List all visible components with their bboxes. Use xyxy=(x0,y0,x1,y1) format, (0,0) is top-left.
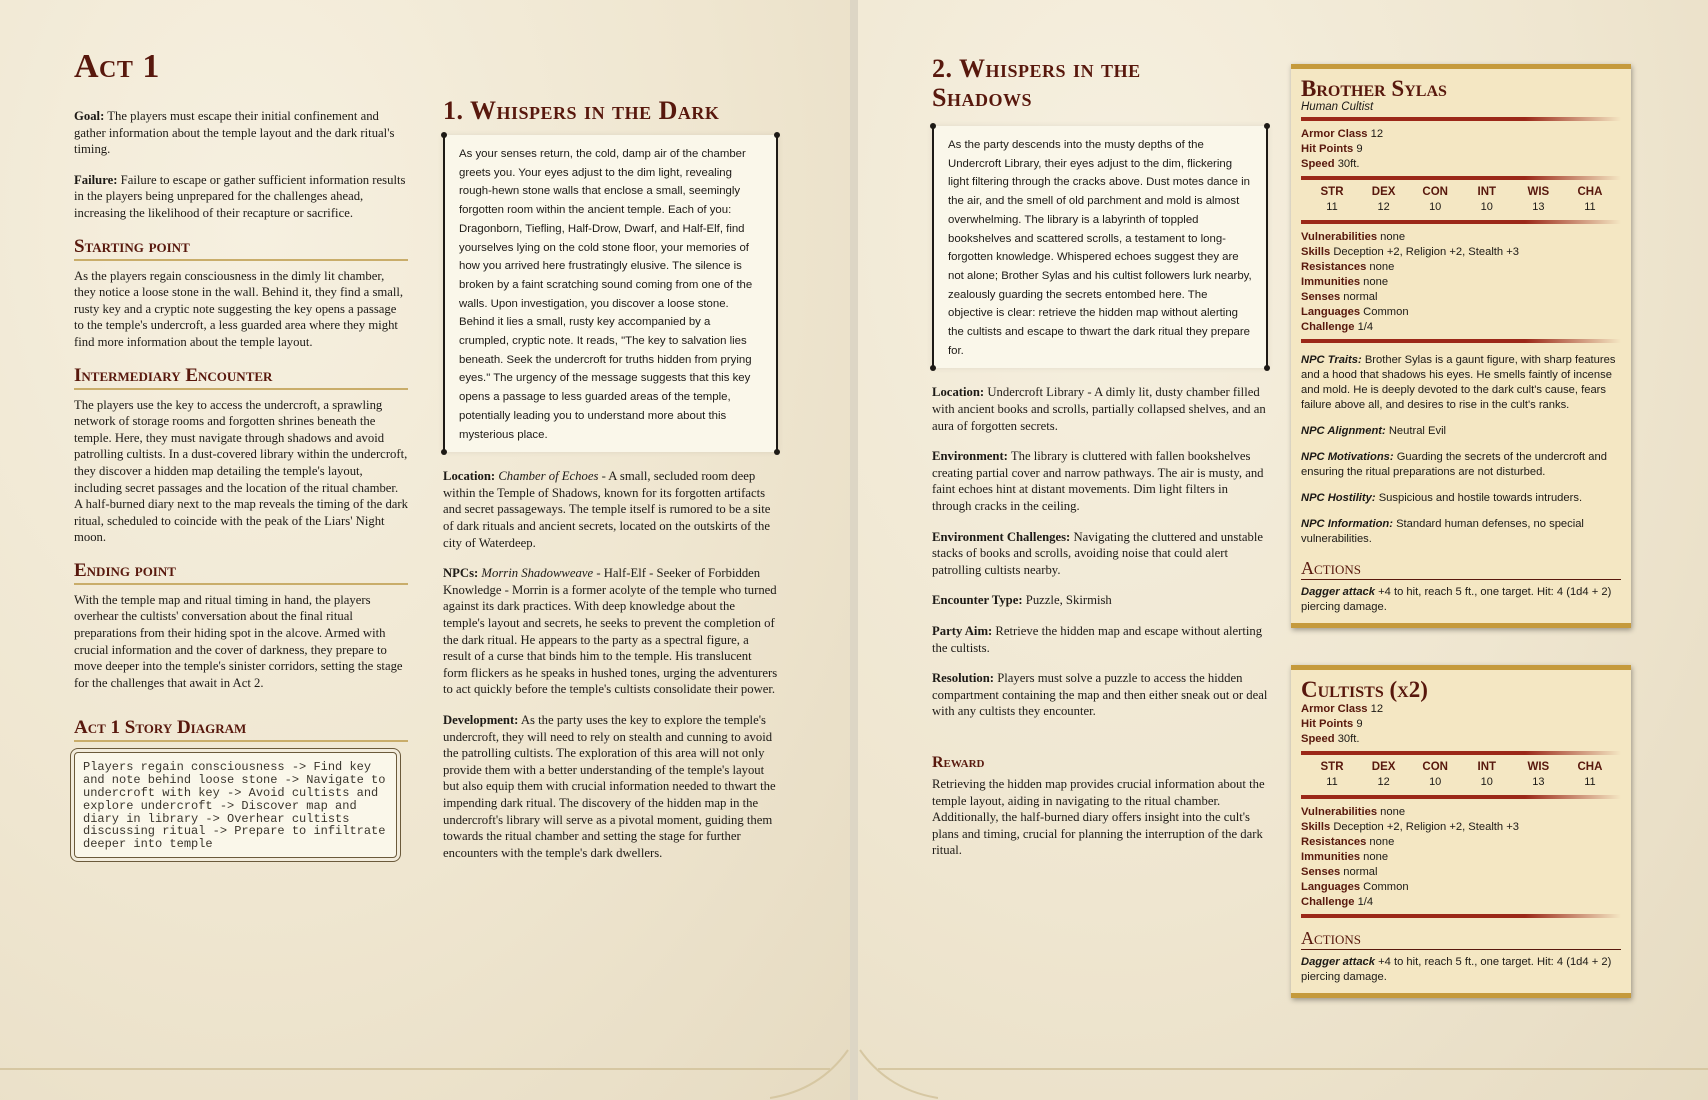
section-2-title: 2. Whispers in the Shadows xyxy=(932,54,1141,112)
senses: Senses normal xyxy=(1301,291,1378,303)
vulnerabilities: Vulnerabilities none xyxy=(1301,231,1406,243)
statblock-name: Cultists (x2) xyxy=(1301,677,1428,702)
right-column-1 xyxy=(932,54,1268,873)
section-1-title: 1. Whispers in the Dark xyxy=(443,96,720,125)
resistances: Resistances none xyxy=(1301,836,1395,848)
armor-class: Armor Class 12 xyxy=(1301,703,1384,715)
ability-value: 11 xyxy=(1326,776,1338,788)
statblock-cultists xyxy=(1291,665,1631,998)
ability-value: 10 xyxy=(1429,201,1442,213)
ability-label: DEX xyxy=(1371,761,1396,773)
immunities: Immunities none xyxy=(1301,276,1389,288)
starting-point-heading: Starting point xyxy=(74,236,408,261)
location-paragraph: Location: Chamber of Echoes - A small, secluded room deep within the Temple of Shadows, known for its forgotten artifacts and secret passageways. The temple itself is rumored to be a site of dark rituals and ancient secrets, located on the outskirts of the city of Waterdeep. xyxy=(443,469,771,550)
ability-value: 10 xyxy=(1480,776,1493,788)
ability-label: CHA xyxy=(1577,186,1603,198)
ability-value: 11 xyxy=(1584,201,1596,213)
npc-traits: NPC Traits: Brother Sylas is a gaunt figure, with sharp features and a hood that shadows his eyes. He smells faintly of incense and mold. He is deeply devoted to the dark cult's cause, fears failure above all, and desires to rise in the cult's ranks. xyxy=(1301,354,1616,411)
ability-label: CON xyxy=(1422,761,1448,773)
challenge: Challenge 1/4 xyxy=(1301,896,1374,908)
ability-value: 13 xyxy=(1532,201,1545,213)
languages: Languages Common xyxy=(1301,306,1409,318)
page-gutter xyxy=(850,0,858,1100)
act-title: Act 1 xyxy=(74,48,160,85)
skills: Skills Deception +2, Religion +2, Stealth +3 xyxy=(1301,246,1519,258)
npc-motivations: NPC Motivations: Guarding the secrets of the undercroft and ensuring the ritual preparations are not disturbed. xyxy=(1301,451,1607,478)
skills: Skills Deception +2, Religion +2, Stealth +3 xyxy=(1301,821,1519,833)
intermediary-text: The players use the key to access the undercroft, a sprawling network of storage rooms and forgotten shrines beneath the temple. Here, they must navigate through shadows and avoid patrolling cultists. In a dust-covered library within the undercroft, they discover a hidden map detailing the temple's layout, including secret passages and the location of the ritual chamber. A half-burned diary next to the map reveals the timing of the dark ritual, scheduled to coincide with the peak of the Liars' Night moon. xyxy=(74,397,409,545)
ability-scores xyxy=(1301,186,1621,216)
speed: Speed 30ft. xyxy=(1301,158,1360,170)
ability-value: 10 xyxy=(1429,776,1442,788)
ability-label: STR xyxy=(1320,761,1344,773)
statblock-name: Brother Sylas xyxy=(1301,76,1447,101)
environment-challenges-paragraph: Environment Challenges: Navigating the cluttered and unstable stacks of books and scrolls, avoiding noise that could alert patrolling cultists nearby. xyxy=(932,529,1263,577)
resistances: Resistances none xyxy=(1301,261,1395,273)
location-paragraph: Location: Undercroft Library - A dimly lit, dusty chamber filled with ancient books and scrolls, partially collapsed shelves, and an aura of forgotten secrets. xyxy=(932,385,1266,433)
reward-text: Retrieving the hidden map provides crucial information about the temple layout, aiding in navigating to the ritual chamber. Additionally, the half-burned diary offers insight into the cult's plans and timing, crucial for planning the interruption of the dark ritual. xyxy=(932,776,1265,858)
ability-label: STR xyxy=(1320,186,1344,198)
ability-label: CON xyxy=(1422,186,1448,198)
ability-label: DEX xyxy=(1371,186,1396,198)
statblock-brother-sylas xyxy=(1291,64,1631,628)
ability-label: WIS xyxy=(1527,761,1550,773)
ability-scores xyxy=(1301,761,1621,791)
intermediary-heading: Intermediary Encounter xyxy=(74,365,408,390)
senses: Senses normal xyxy=(1301,866,1378,878)
dagger-attack: Dagger attack +4 to hit, reach 5 ft., one target. Hit: 4 (1d4 + 2) piercing damage. xyxy=(1301,586,1612,613)
speed: Speed 30ft. xyxy=(1301,733,1360,745)
page-corner-ornament xyxy=(858,1040,938,1100)
immunities: Immunities none xyxy=(1301,851,1389,863)
environment-paragraph: Environment: The library is cluttered with fallen bookshelves creating partial cover and narrow pathways. The air is musty, and faint echoes hint at distant movements. Dim light filters in through cracks in the ceiling. xyxy=(932,449,1264,513)
starting-point-text: As the players regain consciousness in the dimly lit chamber, they notice a loose stone in the wall. Behind it, they find a small, rusty key and a cryptic note suggesting the key opens a passage to the temple's undercroft, a less guarded area where they might find more information about the temple layout. xyxy=(74,268,404,349)
ability-value: 12 xyxy=(1377,776,1390,788)
ending-point-text: With the temple map and ritual timing in hand, the players overhear the cultists' conversation about the final ritual preparations from their hiding spot in the alcove. Armed with crucial information and the cover of darkness, they prepare to move deeper into the temple's sinister corridors, setting the stage for the challenges that await in Act 2. xyxy=(74,592,403,690)
ability-value: 11 xyxy=(1584,776,1596,788)
ability-value: 11 xyxy=(1326,201,1338,213)
right-page xyxy=(858,0,1708,1100)
ability-label: CHA xyxy=(1577,761,1603,773)
npc-information: NPC Information: Standard human defenses, no special vulnerabilities. xyxy=(1301,518,1584,545)
armor-class: Armor Class 12 xyxy=(1301,128,1384,140)
page-corner-ornament xyxy=(770,1040,850,1100)
resolution-paragraph: Resolution: Players must solve a puzzle to access the hidden compartment containing the map and then either sneak out or deal with any cultists they encounter. xyxy=(932,671,1268,719)
ability-label: INT xyxy=(1477,761,1497,773)
section-1-read-aloud: As your senses return, the cold, damp air of the chamber greets you. Your eyes adjust to the dim light, revealing rough-hewn stone walls that enclose a small, seemingly forgotten room within the ancient temple. Each of you: Dragonborn, Tiefling, Half-Drow, Dwarf, and Half-Elf, find yourselves lying on the cold stone floor, your memories of how you arrived here frustratingly elusive. The silence is broken by a faint scratching sound coming from one of the walls. Upon investigation, you discover a loose stone. Behind it lies a small, rusty key accompanied by a crumpled, cryptic note. It reads, "The key to salvation lies beneath. Seek the undercroft for truths hidden from prying eyes." The urgency of the message suggests that this key opens a passage to less guarded areas of the temple, potentially leading you to understand more about this mysterious place. xyxy=(443,135,778,452)
ability-label: INT xyxy=(1477,186,1497,198)
reward-heading: Reward xyxy=(932,753,985,771)
left-column-1 xyxy=(74,108,408,858)
vulnerabilities: Vulnerabilities none xyxy=(1301,806,1406,818)
story-diagram: Players regain consciousness -> Find key and note behind loose stone -> Navigate to undercroft with key -> Avoid cultists and explore undercroft -> Discover map and diary in library -> Overhear cultists discussing ritual -> Prepare to infiltrate deeper into temple xyxy=(74,752,397,858)
statblock-type: Human Cultist xyxy=(1301,101,1374,113)
npcs-paragraph: NPCs: Morrin Shadowweave - Half-Elf - Seeker of Forbidden Knowledge - Morrin is a former acolyte of the temple who turned against its dark practices. With deep knowledge about the temple's layout and secrets, he seeks to prevent the completion of the dark ritual. He appears to the party as a spectral figure, a result of a curse that binds him to the temple. His translucent form flickers as he speaks in hushed tones, urging the adventurers to act quickly before the temple's cultists consolidate their power. xyxy=(443,566,778,697)
actions-heading: Actions xyxy=(1301,928,1621,950)
ability-value: 10 xyxy=(1480,201,1493,213)
challenge: Challenge 1/4 xyxy=(1301,321,1374,333)
party-aim-paragraph: Party Aim: Retrieve the hidden map and escape without alerting the cultists. xyxy=(932,623,1263,655)
ending-point-heading: Ending point xyxy=(74,560,408,585)
hit-points: Hit Points 9 xyxy=(1301,143,1363,155)
dagger-attack: Dagger attack +4 to hit, reach 5 ft., one target. Hit: 4 (1d4 + 2) piercing damage. xyxy=(1301,956,1612,983)
left-column-2 xyxy=(443,96,778,875)
encounter-type-paragraph: Encounter Type: Puzzle, Skirmish xyxy=(932,593,1112,608)
section-2-read-aloud: As the party descends into the musty depths of the Undercroft Library, their eyes adjust to the dim, flickering light filtering through the cracks above. Dust motes dance in the air, and the smell of old parchment and mold is almost overwhelming. The library is a labyrinth of toppled bookshelves and scattered scrolls, a testament to long-forgotten knowledge. Whispered echoes suggest they are not alone; Brother Sylas and his cultist followers lurk nearby, zealously guarding the secrets entombed here. The objective is clear: retrieve the hidden map without alerting the cultists and escape to thwart the dark ritual they prepare for. xyxy=(932,126,1268,368)
npc-alignment: NPC Alignment: Neutral Evil xyxy=(1301,425,1447,437)
development-paragraph: Development: As the party uses the key to explore the temple's undercroft, they will need to rely on stealth and cunning to avoid the patrolling cultists. The exploration of this area will not only provide them with a better understanding of the temple's layout but also equip them with crucial information needed to thwart the impending dark ritual. The discovery of the hidden map in the undercroft's library will serve as a pivotal moment, guiding them towards the ritual chamber and setting the stage for further encounters with the temple's dark dwellers. xyxy=(443,712,776,860)
hit-points: Hit Points 9 xyxy=(1301,718,1363,730)
actions-heading: Actions xyxy=(1301,558,1621,580)
ability-value: 13 xyxy=(1532,776,1545,788)
ability-label: WIS xyxy=(1527,186,1550,198)
npc-hostility: NPC Hostility: Suspicious and hostile towards intruders. xyxy=(1301,492,1583,504)
left-page xyxy=(0,0,850,1100)
ability-value: 12 xyxy=(1377,201,1390,213)
languages: Languages Common xyxy=(1301,881,1409,893)
failure-paragraph: Failure: Failure to escape or gather sufficient information results in the players being unprepared for the challenges ahead, increasing the likelihood of their recapture or sacrifice. xyxy=(74,172,406,220)
story-diagram-heading: Act 1 Story Diagram xyxy=(74,717,408,742)
goal-paragraph: Goal: The players must escape their initial confinement and gather information about the temple layout and the dark ritual's timing. xyxy=(74,109,395,157)
